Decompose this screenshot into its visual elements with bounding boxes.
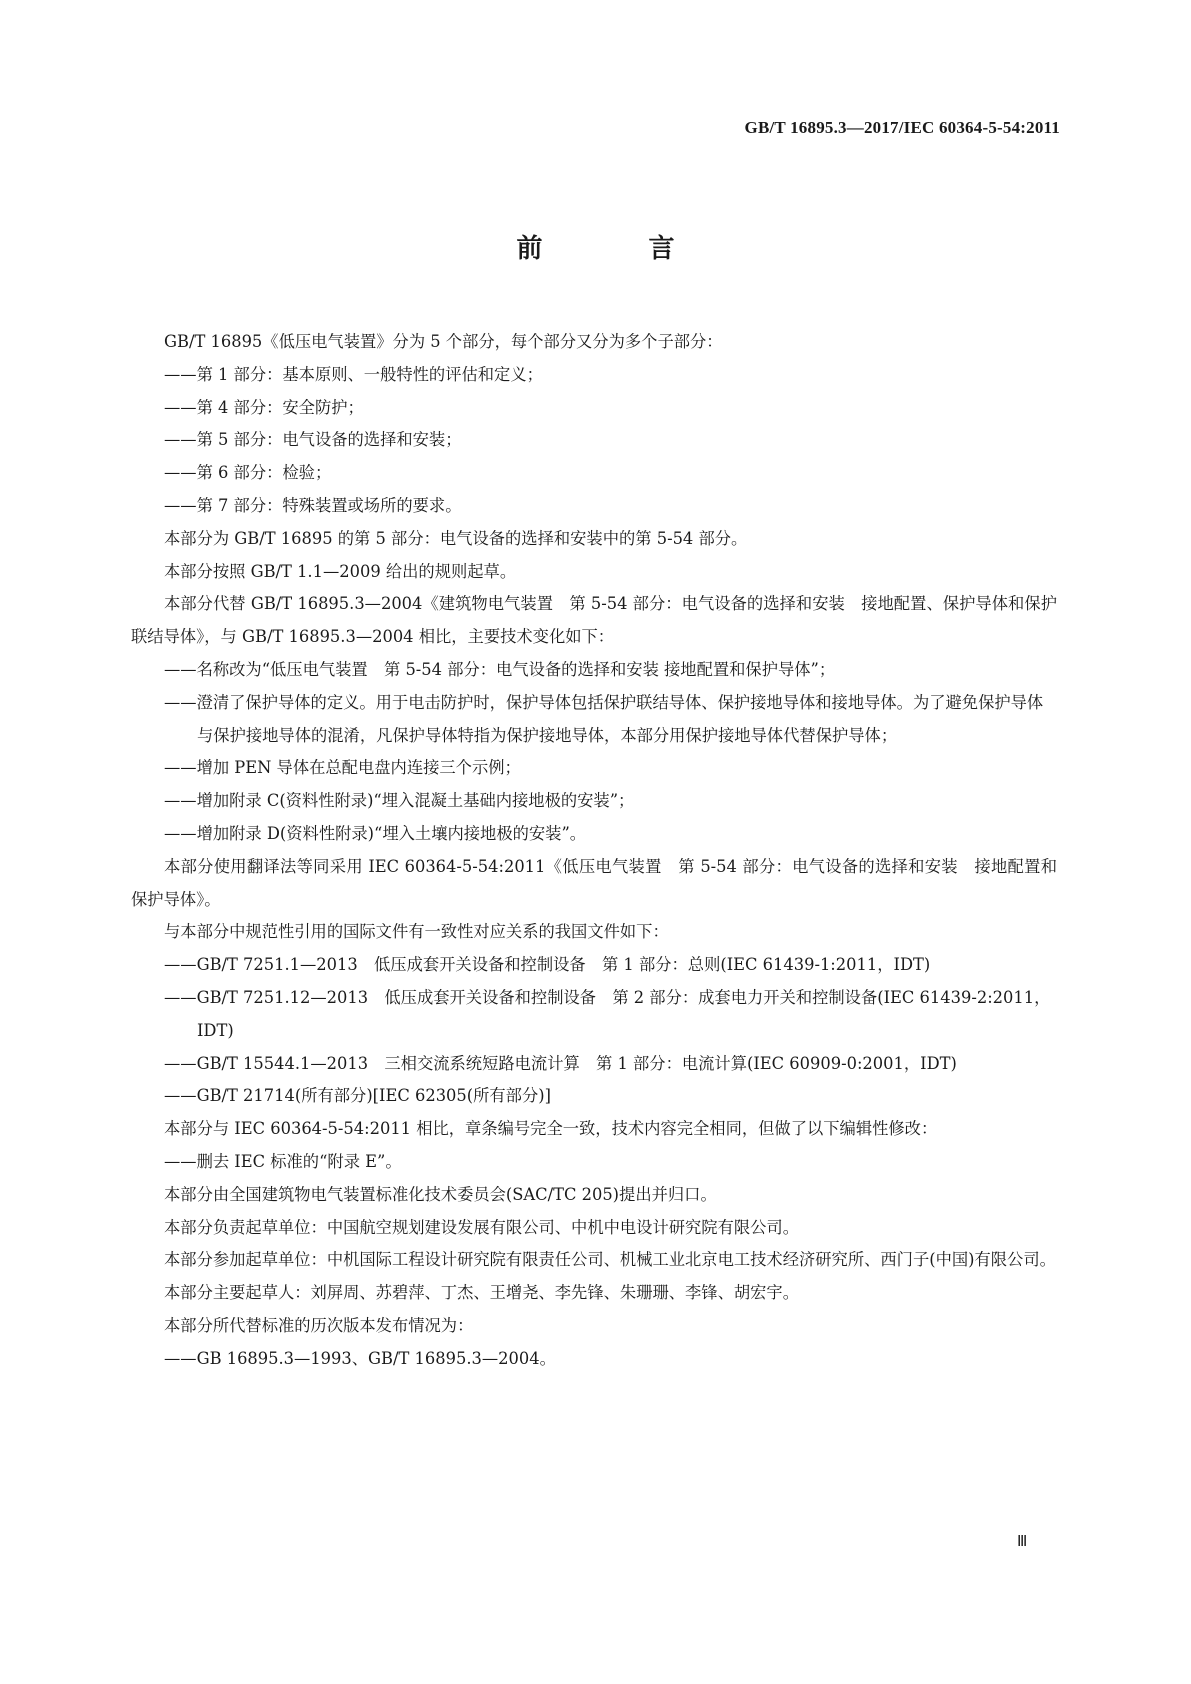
list-item-part-4: ——第 4 部分：安全防护； bbox=[164, 397, 364, 417]
list-item-gbt-21714: ——GB/T 21714(所有部分)[IEC 62305(所有部分)] bbox=[164, 1086, 551, 1106]
foreword-body bbox=[131, 326, 1057, 1376]
list-item-part-1: ——第 1 部分：基本原则、一般特性的评估和定义； bbox=[164, 364, 543, 384]
paragraph-lead-drafters: 本部分负责起草单位：中国航空规划建设发展有限公司、中机中电设计研究院有限公司。 bbox=[164, 1217, 799, 1237]
list-item-change-annex-c: ——增加附录 C(资料性附录)“埋入混凝土基础内接地极的安装”； bbox=[164, 791, 635, 811]
paragraph-drafting-rules: 本部分按照 GB/T 1.1—2009 给出的规则起草。 bbox=[164, 561, 517, 581]
list-item-history-versions: ——GB 16895.3—1993、GB/T 16895.3—2004。 bbox=[164, 1348, 556, 1368]
paragraph-proposed-by: 本部分由全国建筑物电气装置标准化技术委员会(SAC/TC 205)提出并归口。 bbox=[164, 1184, 717, 1204]
page-number: Ⅲ bbox=[1017, 1534, 1028, 1550]
list-item-change-annex-d: ——增加附录 D(资料性附录)“埋入土壤内接地极的安装”。 bbox=[164, 823, 587, 843]
list-item-part-5: ——第 5 部分：电气设备的选择和安装； bbox=[164, 430, 462, 450]
list-item-change-definition: ——澄清了保护导体的定义。用于电击防护时，保护导体包括保护联结导体、保护接地导体和接地导体。为了避免保护导体与保护接地导体的混淆，凡保护导体特指为保护接地导体，本部分用保护接地导体代替保护导体； bbox=[164, 692, 1044, 745]
page-title: 前 言 bbox=[516, 234, 715, 264]
paragraph-scope: 本部分为 GB/T 16895 的第 5 部分：电气设备的选择和安装中的第 5-54 部分。 bbox=[164, 528, 748, 548]
standard-number-header: GB/T 16895.3—2017/IEC 60364-5-54:2011 bbox=[744, 118, 1060, 137]
list-item-gbt-7251-1: ——GB/T 7251.1—2013 低压成套开关设备和控制设备 第 1 部分：总则(IEC 61439-1:2011，IDT) bbox=[164, 955, 931, 975]
paragraph-translation: 本部分使用翻译法等同采用 IEC 60364-5-54:2011《低压电气装置 第 5-54 部分：电气设备的选择和安装 接地配置和保护导体》。 bbox=[131, 856, 1057, 909]
list-item-change-pen: ——增加 PEN 导体在总配电盘内连接三个示例； bbox=[164, 758, 521, 778]
paragraph-editorial-changes: 本部分与 IEC 60364-5-54:2011 相比，章条编号完全一致，技术内容完全相同，但做了以下编辑性修改： bbox=[164, 1119, 938, 1139]
paragraph-main-authors: 本部分主要起草人：刘屏周、苏碧萍、丁杰、王增尧、李先锋、朱珊珊、李锋、胡宏宇。 bbox=[164, 1283, 799, 1303]
paragraph-history: 本部分所代替标准的历次版本发布情况为： bbox=[164, 1315, 474, 1335]
list-item-part-6: ——第 6 部分：检验； bbox=[164, 463, 332, 483]
list-item-delete-annex-e: ——删去 IEC 标准的“附录 E”。 bbox=[164, 1151, 402, 1171]
list-item-gbt-15544-1: ——GB/T 15544.1—2013 三相交流系统短路电流计算 第 1 部分：电流计算(IEC 60909-0:2001，IDT) bbox=[164, 1053, 957, 1073]
paragraph-corresponding-docs: 与本部分中规范性引用的国际文件有一致性对应关系的我国文件如下： bbox=[164, 922, 669, 942]
paragraph-participating-drafters: 本部分参加起草单位：中机国际工程设计研究院有限责任公司、机械工业北京电工技术经济研究所、西门子(中国)有限公司。 bbox=[164, 1250, 1056, 1270]
list-item-gbt-7251-12: ——GB/T 7251.12—2013 低压成套开关设备和控制设备 第 2 部分：成套电力开关和控制设备(IEC 61439-2:2011，IDT) bbox=[164, 987, 1051, 1040]
list-item-part-7: ——第 7 部分：特殊装置或场所的要求。 bbox=[164, 495, 462, 515]
paragraph-intro: GB/T 16895《低压电气装置》分为 5 个部分，每个部分又分为多个子部分： bbox=[164, 332, 723, 351]
list-item-change-name: ——名称改为“低压电气装置 第 5-54 部分：电气设备的选择和安装 接地配置和保护导体”； bbox=[164, 659, 836, 679]
paragraph-replaces: 本部分代替 GB/T 16895.3—2004《建筑物电气装置 第 5-54 部分：电气设备的选择和安装 接地配置、保护导体和保护联结导体》，与 GB/T 16895.3—2004 相比，主要技术变化如下： bbox=[131, 594, 1057, 647]
